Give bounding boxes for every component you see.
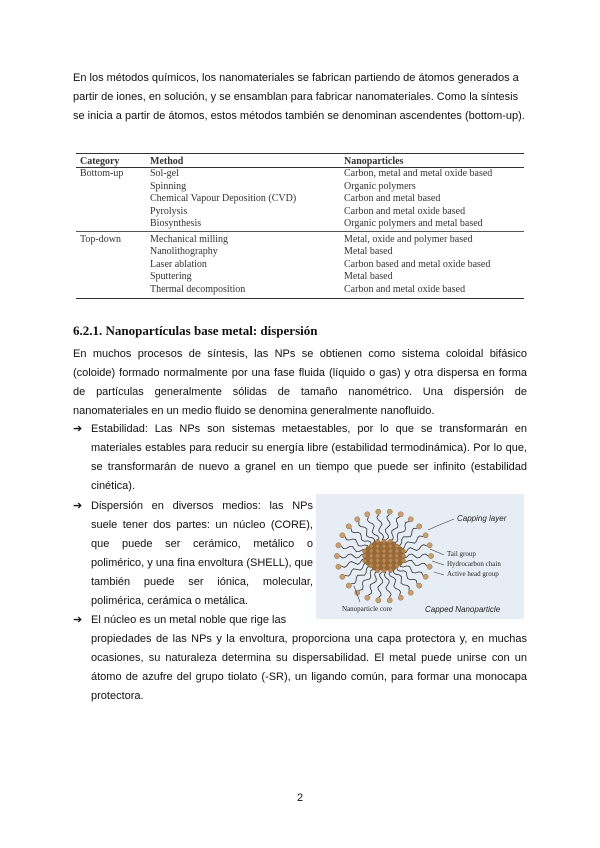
arrow-icon: ➔	[73, 614, 83, 626]
table-row	[76, 284, 524, 299]
method-cell: Mechanical milling	[150, 233, 229, 245]
nanoparticles-cell: Carbon based and metal oxide based	[344, 258, 491, 270]
category-cell: Top-down	[80, 233, 121, 245]
header-nanoparticles: Nanoparticles	[340, 154, 524, 168]
nanoparticles-cell: Carbon, metal and metal oxide based	[344, 168, 493, 179]
header-category: Category	[76, 154, 146, 168]
method-cell: Nanolithography	[150, 246, 218, 257]
method-cell: Chemical Vapour Deposition (CVD)	[150, 193, 297, 204]
nanoparticle-core	[363, 539, 406, 572]
table-row	[76, 168, 524, 181]
table-row	[76, 231, 524, 246]
nanoparticles-cell: Carbon and metal oxide based	[340, 284, 524, 299]
capped-nanoparticle-figure	[316, 494, 524, 619]
method-cell: Biosynthesis	[146, 218, 340, 231]
nanoparticles-cell: Organic polymers and metal based	[340, 218, 524, 231]
table-row	[76, 271, 524, 284]
arrow-icon: ➔	[73, 500, 83, 512]
method-cell: Pyrolysis	[150, 205, 188, 217]
label-tail-group: Tail group	[447, 550, 476, 558]
nanoparticles-cell: Metal based	[344, 271, 393, 282]
table-header-row	[76, 154, 524, 168]
label-nanoparticle-core: Nanoparticle core	[342, 605, 392, 613]
method-cell: Laser ablation	[150, 258, 207, 270]
table-row	[76, 246, 524, 259]
bullet-text-first-line: El núcleo es un metal noble que rige las	[91, 614, 287, 626]
label-hydrocarbon-chain: Hydrocarbon chain	[447, 560, 501, 568]
synthesis-methods-table	[76, 153, 524, 299]
nanoparticles-cell: Carbon and metal oxide based	[344, 205, 466, 217]
intro-paragraph: En los métodos químicos, los nanomateriales se fabrican partiendo de átomos generados a partir de iones, en solución, y se ensamblan para fabricar nanomateriales. Como la síntesis se inicia a partir de átomos, estos métodos también se denominan ascendentes (bottom-up).	[73, 72, 525, 122]
label-active-head-group: Active head group	[447, 570, 499, 578]
table-row	[76, 181, 524, 194]
table-row	[76, 218, 524, 231]
method-cell: Sol-gel	[150, 168, 179, 179]
label-capping-layer: Capping layer	[457, 514, 507, 523]
method-cell: Thermal decomposition	[146, 284, 340, 299]
table-row	[76, 193, 524, 206]
header-method: Method	[146, 154, 340, 168]
bullet-text: Estabilidad: Las NPs son sistemas metaestables, por lo que se transformarán en materiales estables para reducir su energía libre (estabilidad termodinámica). Por lo que, se transformarán de nuevo a granel en un tiempo que puede ser infinito (estabilidad cinética).	[91, 423, 527, 492]
bullet-text: Dispersión en diversos medios: las NPs suele tener dos partes: un núcleo (CORE), que puede ser cerámico, metálico o polimérico, y una fina envoltura (SHELL), que también puede ser iónica, molecular, polimérica, cerámica o metálica.	[91, 500, 313, 607]
table-row	[76, 259, 524, 272]
nanoparticle-illustration	[316, 494, 524, 619]
nanoparticles-cell: Metal based	[344, 246, 393, 257]
page-number: 2	[296, 792, 304, 804]
method-cell: Spinning	[150, 180, 187, 192]
nanoparticles-cell: Organic polymers	[344, 180, 416, 192]
dispersion-paragraph: En muchos procesos de síntesis, las NPs se obtienen como sistema coloidal bifásico (coloide) formado normalmente por una fase fluida (líquido o gas) y otra dispersa en forma de partículas generalmente sólidas de tamaño nanométrico. Una dispersión de nanomateriales en un medio fluido se denomina generalmente nanofluido.	[73, 348, 527, 417]
method-cell: Sputtering	[150, 271, 192, 282]
category-cell: Bottom-up	[80, 168, 124, 179]
bullet-text	[91, 611, 527, 706]
nanoparticles-cell: Metal, oxide and polymer based	[344, 233, 473, 245]
section-heading: 6.2.1. Nanopartículas base metal: dispersión	[73, 323, 318, 338]
table-row	[76, 206, 524, 219]
arrow-icon: ➔	[73, 423, 83, 435]
label-capped-nanoparticle: Capped Nanoparticle	[425, 605, 501, 614]
bullet-text-rest: propiedades de las NPs y la envoltura, proporciona una capa protectora y, en muchas ocasiones, su naturaleza determina su dispersabilidad. El metal puede unirse con un átomo de azufre del grupo tiolato (-SR), un ligando común, para formar una monocapa protectora.	[91, 633, 527, 702]
nanoparticles-cell: Carbon and metal based	[344, 193, 441, 204]
